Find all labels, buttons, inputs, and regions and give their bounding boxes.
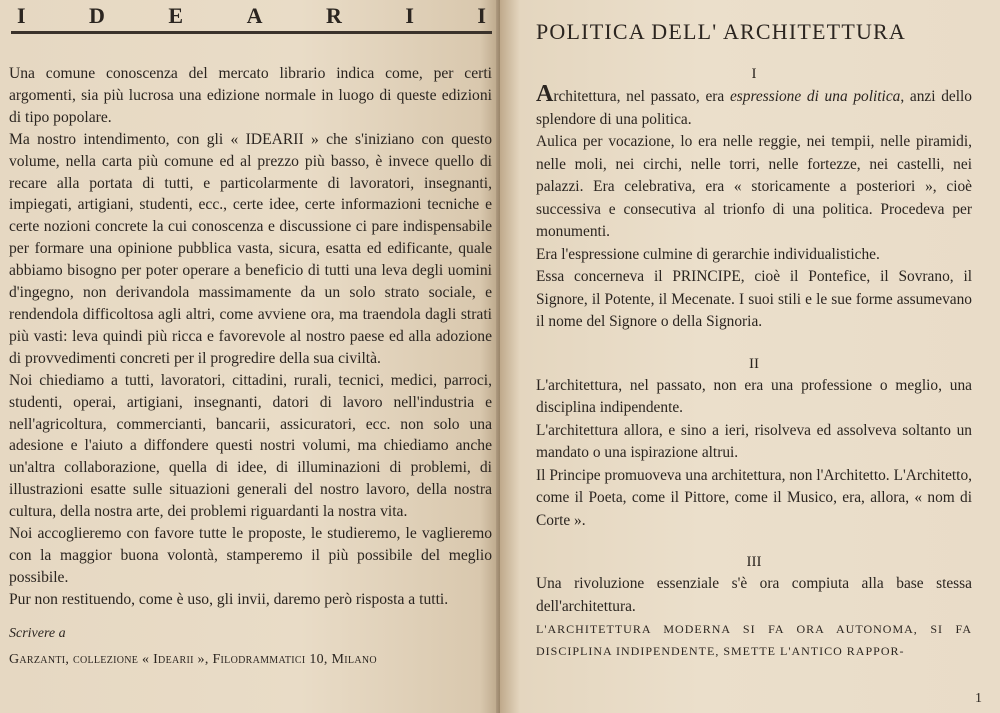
left-paragraph: Ma nostro intendimento, con gli « IDEARII » che s'iniziano con questo volume, nella carta più comune ed al prezzo più basso, è invece quello di recare alla portata di tutti, e particolarmente di lavoratori, insegnanti, impiegati, artigiani, studenti, ecc., certe idee, certe informazioni tecniche e certe nozioni concrete la cui conoscenza e discussione ci pare indispensabile per formare una opinione pubblica vasta, sicura, esatta ed edificante, quale abbiamo bisogno per poter operare a beneficio di tutti una leva degli uomini d'ingegno, non derivandola massimamente da un solo strato sociale, e rendendola difficoltosa agli altri, come avviene ora, ma traendola dagli strati più vasti: leva quindi più ricca e favorevole al nostro paese ed alla adozione di provvedimenti concreti per il progredire della sua civiltà. (9, 130, 492, 367)
section-body (536, 375, 972, 533)
header-letter: A (246, 3, 263, 28)
section-paragraph: Una rivoluzione essenziale s'è ora compiuta alla base stessa dell'architettura. (536, 575, 972, 615)
header-letter: E (168, 3, 184, 28)
section-numeral: III (746, 554, 762, 570)
series-title (17, 3, 486, 29)
header-letter: I (17, 3, 26, 28)
header-letter: D (89, 3, 105, 28)
section-paragraph: L'architettura allora, e sino a ieri, risolveva ed assolveva soltanto un mandato o una ispirazione altrui. (536, 421, 972, 461)
text-run: rchitettura, nel passato, era (553, 88, 730, 105)
header-letter: I (405, 3, 414, 28)
section-paragraph: Aulica per vocazione, lo era nelle reggie, nei tempii, nelle piramidi, nelle moli, nei circhi, nelle torri, nelle fortezze, nei castelli, nei palazzi. Era celebrativa, era « storicamente a posteriori », cioè successiva e consecutiva al trionfo di una politica. Procedeva per monumenti. (536, 133, 972, 240)
left-paragraph: Pur non restituendo, come è uso, gli invii, daremo però risposta a tutti. (9, 590, 449, 608)
left-paragraph: Una comune conoscenza del mercato librario indica come, per certi argomenti, sia più lucrosa una edizione normale in luogo di queste edizioni di tipo popolare. (9, 65, 492, 126)
series-header (9, 0, 492, 34)
section-numeral: I (751, 66, 757, 82)
section-body (536, 573, 972, 662)
section-paragraph: Essa concerneva il PRINCIPE, cioè il Pontefice, il Sovrano, il Signore, il Potente, il Mecenate. I suoi stili e le sue forme assumevano il nome del Signore o della Signoria. (536, 268, 972, 330)
chapter-title: POLITICA DELL' ARCHITETTURA (536, 19, 907, 44)
italic-phrase: espressione di una politica (729, 88, 901, 105)
left-paragraph: Noi chiediamo a tutti, lavoratori, cittadini, rurali, tecnici, medici, parroci, studenti, operai, artigiani, insegnanti, datori di lavoro nell'industria e nell'agricoltura, commercianti, bancarii, assicuratori, ecc. non solo una adesione e l'aiuto a diffondere questi nostri volumi, ma chiediamo anche un'altra collaborazione, quella di idee, di illuminazioni di problemi, di illustrazioni esatte sulle situazioni generali del nostro lavoro, della nostra cultura, della nostra arte, dei problemi riguardanti la nostra vita. (9, 371, 492, 521)
header-rule (11, 31, 492, 34)
publisher-contact (9, 625, 492, 669)
section-paragraph: Era l'espressione culmine di gerarchie individualistiche. (536, 245, 880, 263)
left-body (9, 63, 492, 611)
section-paragraph (536, 81, 972, 131)
right-page (500, 0, 1000, 713)
small-caps-paragraph: L'ARCHITETTURA MODERNA SI FA ORA AUTONOMA, SI FA DISCIPLINA INDIPENDENTE, SMETTE L'ANTICO RAPPOR- (536, 622, 972, 658)
section-paragraph: L'architettura, nel passato, non era una professione o meglio, una disciplina indipendente. (536, 376, 972, 416)
drop-cap: A (536, 81, 554, 107)
section-body (536, 81, 972, 334)
header-letter: R (325, 3, 342, 28)
publisher-address: Garzanti, collezione « Idearii », Filodrammatici 10, Milano (9, 651, 377, 667)
page-number: 1 (975, 691, 982, 706)
text-run: , anzi dello splendore di una politica. (536, 88, 972, 128)
section-numeral: II (749, 355, 759, 372)
section-paragraph: Il Principe promuoveva una architettura, non l'Architetto. L'Architetto, come il Poeta, come il Pittore, come il Musico, era, allora, « nom di Corte ». (536, 466, 972, 529)
header-letter: I (477, 3, 486, 28)
left-paragraph: Noi accoglieremo con favore tutte le proposte, le studieremo, le vaglieremo con la maggior buona volontà, stamperemo il più possibile del meglio possibile. (9, 525, 492, 586)
write-to-label: Scrivere a (9, 625, 66, 641)
